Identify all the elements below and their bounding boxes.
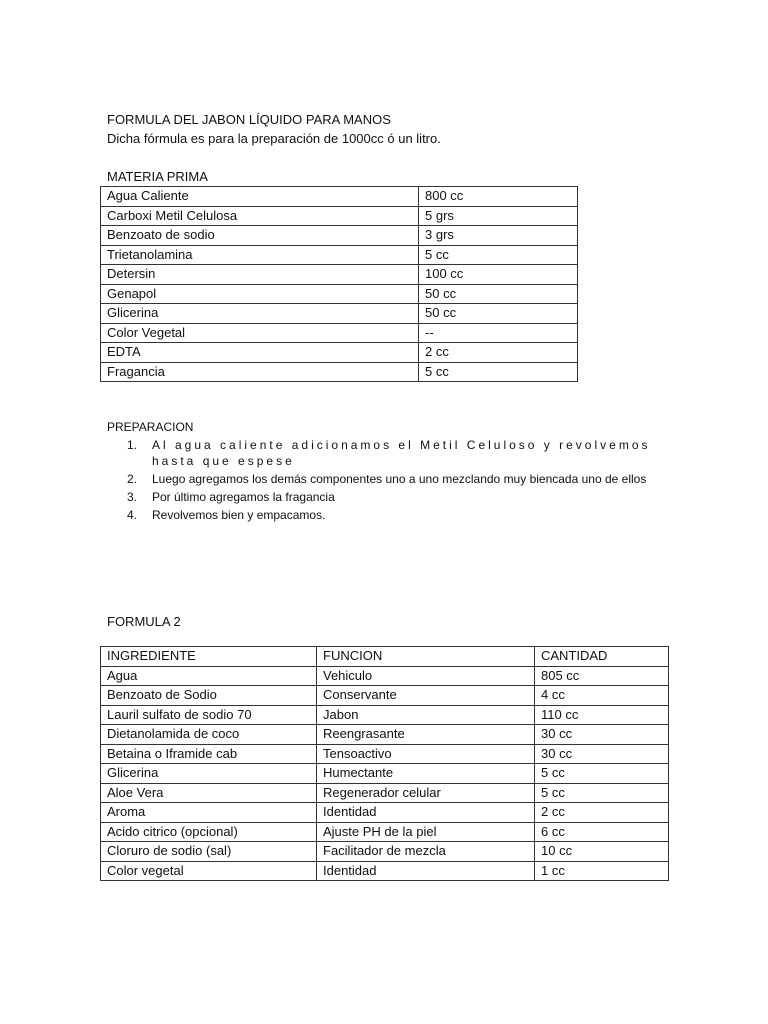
column-header: FUNCION [317, 647, 535, 667]
quantity-cell: 5 cc [535, 783, 669, 803]
step-text: Por último agregamos la fragancia [152, 490, 335, 504]
step-text: Revolvemos bien y empacamos. [152, 508, 326, 522]
quantity-cell: 100 cc [419, 265, 578, 285]
table-row [101, 666, 669, 686]
table-row [101, 764, 669, 784]
list-item [127, 471, 652, 487]
table-header-row [101, 647, 669, 667]
ingredient-cell: Color vegetal [101, 861, 317, 881]
ingredient-cell: Benzoato de Sodio [101, 686, 317, 706]
function-cell: Conservante [317, 686, 535, 706]
step-text: Luego agregamos los demás componentes uno a uno mezclando muy biencada uno de ellos [152, 472, 647, 486]
function-cell: Ajuste PH de la piel [317, 822, 535, 842]
ingredient-cell: Glicerina [101, 304, 419, 324]
document-subtitle: Dicha fórmula es para la preparación de 1000cc ó un litro. [107, 131, 441, 146]
ingredient-cell: Acido citrico (opcional) [101, 822, 317, 842]
materia-prima-table [100, 186, 578, 382]
ingredient-cell: Benzoato de sodio [101, 226, 419, 246]
preparation-steps [127, 437, 652, 525]
quantity-cell: 5 cc [535, 764, 669, 784]
quantity-cell: 30 cc [535, 725, 669, 745]
step-text: Al agua caliente adicionamos el Metil Celuloso y revolvemos hasta que espese [152, 438, 651, 468]
ingredient-cell: Carboxi Metil Celulosa [101, 206, 419, 226]
step-number: 4. [127, 508, 138, 522]
quantity-cell: 5 grs [419, 206, 578, 226]
function-cell: Tensoactivo [317, 744, 535, 764]
ingredient-cell: Agua Caliente [101, 187, 419, 207]
materia-prima-heading: MATERIA PRIMA [107, 169, 208, 184]
ingredient-cell: Aloe Vera [101, 783, 317, 803]
quantity-cell: 10 cc [535, 842, 669, 862]
table-row [101, 861, 669, 881]
quantity-cell: 50 cc [419, 304, 578, 324]
ingredient-cell: Color Vegetal [101, 323, 419, 343]
function-cell: Humectante [317, 764, 535, 784]
table-row [101, 705, 669, 725]
table-row [101, 744, 669, 764]
ingredient-cell: Agua [101, 666, 317, 686]
quantity-cell: 50 cc [419, 284, 578, 304]
ingredient-cell: Detersin [101, 265, 419, 285]
formula2-table [100, 646, 669, 881]
function-cell: Regenerador celular [317, 783, 535, 803]
table-row [101, 206, 578, 226]
ingredient-cell: Betaina o Iframide cab [101, 744, 317, 764]
step-number: 2. [127, 472, 138, 486]
quantity-cell: 3 grs [419, 226, 578, 246]
table-row [101, 686, 669, 706]
table-row [101, 822, 669, 842]
column-header: CANTIDAD [535, 647, 669, 667]
step-number: 1. [127, 438, 138, 452]
function-cell: Jabon [317, 705, 535, 725]
ingredient-cell: Trietanolamina [101, 245, 419, 265]
list-item [127, 507, 652, 523]
quantity-cell: 2 cc [419, 343, 578, 363]
ingredient-cell: Glicerina [101, 764, 317, 784]
formula2-heading: FORMULA 2 [107, 614, 181, 629]
quantity-cell: 4 cc [535, 686, 669, 706]
table-row [101, 304, 578, 324]
function-cell: Vehiculo [317, 666, 535, 686]
ingredient-cell: Aroma [101, 803, 317, 823]
table-row [101, 323, 578, 343]
list-item [127, 489, 652, 505]
quantity-cell: 110 cc [535, 705, 669, 725]
quantity-cell: 2 cc [535, 803, 669, 823]
table-row [101, 783, 669, 803]
table-row [101, 803, 669, 823]
ingredient-cell: Lauril sulfato de sodio 70 [101, 705, 317, 725]
quantity-cell: -- [419, 323, 578, 343]
table-row [101, 284, 578, 304]
function-cell: Facilitador de mezcla [317, 842, 535, 862]
function-cell: Reengrasante [317, 725, 535, 745]
quantity-cell: 6 cc [535, 822, 669, 842]
quantity-cell: 800 cc [419, 187, 578, 207]
function-cell: Identidad [317, 861, 535, 881]
table-row [101, 265, 578, 285]
ingredient-cell: Dietanolamida de coco [101, 725, 317, 745]
quantity-cell: 805 cc [535, 666, 669, 686]
quantity-cell: 1 cc [535, 861, 669, 881]
preparacion-heading: PREPARACION [107, 420, 194, 434]
ingredient-cell: Genapol [101, 284, 419, 304]
list-item [127, 437, 652, 469]
table-row [101, 187, 578, 207]
quantity-cell: 30 cc [535, 744, 669, 764]
column-header: INGREDIENTE [101, 647, 317, 667]
table-row [101, 226, 578, 246]
quantity-cell: 5 cc [419, 362, 578, 382]
ingredient-cell: EDTA [101, 343, 419, 363]
quantity-cell: 5 cc [419, 245, 578, 265]
table-row [101, 245, 578, 265]
table-row [101, 725, 669, 745]
function-cell: Identidad [317, 803, 535, 823]
ingredient-cell: Cloruro de sodio (sal) [101, 842, 317, 862]
document-title: FORMULA DEL JABON LÍQUIDO PARA MANOS [107, 112, 391, 127]
table-row [101, 842, 669, 862]
ingredient-cell: Fragancia [101, 362, 419, 382]
step-number: 3. [127, 490, 138, 504]
table-row [101, 343, 578, 363]
table-row [101, 362, 578, 382]
